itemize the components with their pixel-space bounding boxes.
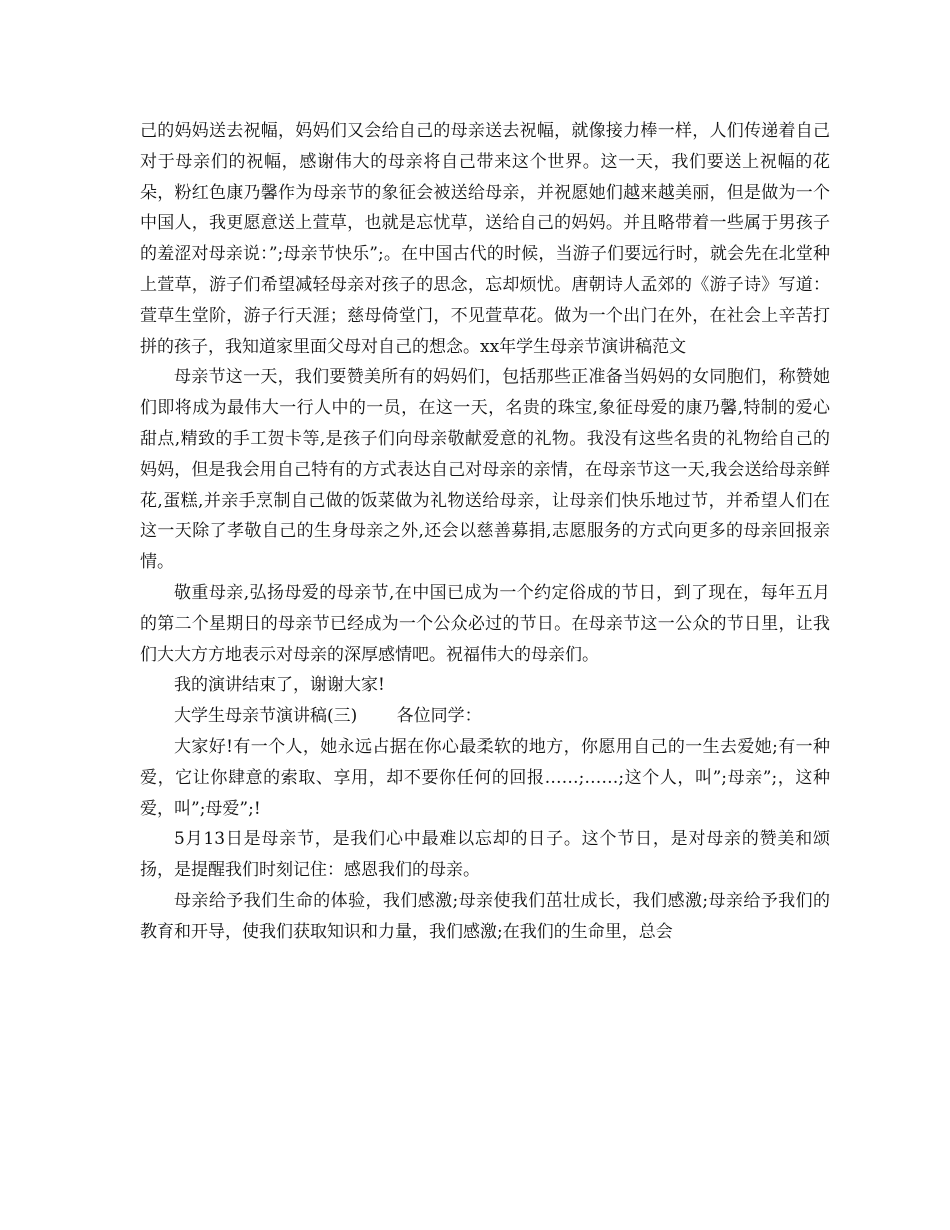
paragraph-8: 母亲给予我们生命的体验，我们感激;母亲使我们茁壮成长，我们感激;母亲给予我们的教育和开导，使我们获取知识和力量，我们感激;在我们的生命里，总会: [140, 890, 830, 942]
paragraph-2: 母亲节这一天，我们要赞美所有的妈妈们，包括那些正准备当妈妈的女同胞们，称赞她们即将成为最伟大一行人中的一员，在这一天，名贵的珠宝,象征母爱的康乃馨,特制的爱心甜点,精致的手工贺卡等,是孩子们向母亲敬献爱意的礼物。我没有这些名贵的礼物给自己的妈妈，但是我会用自己特有的方式表达自己对母亲的亲情，在母亲节这一天,我会送给母亲鲜花,蛋糕,并亲手烹制自己做的饭菜做为礼物送给母亲，让母亲们快乐地过节，并希望人们在这一天除了孝敬自己的生身母亲之外,还会以慈善募捐,志愿服务的方式向更多的母亲回报亲情。: [140, 367, 830, 573]
paragraph-1: 己的妈妈送去祝幅，妈妈们又会给自己的母亲送去祝幅，就像接力棒一样，人们传递着自己对于母亲们的祝幅，感谢伟大的母亲将自己带来这个世界。这一天，我们要送上祝幅的花朵，粉红色康乃馨作为母亲节的象征会被送给母亲，并祝愿她们越来越美丽，但是做为一个中国人，我更愿意送上萱草，也就是忘忧草，送给自己的妈妈。并且略带着一些属于男孩子的羞涩对母亲说：”;母亲节快乐”;。在中国古代的时候，当游子们要远行时，就会先在北堂种上萱草，游子们希望减轻母亲对孩子的思念，忘却烦忧。唐朝诗人孟郊的《游子诗》写道：萱草生堂阶，游子行天涯；慈母倚堂门，不见萱草花。做为一个出门在外，在社会上辛苦打拼的孩子，我知道家里面父母对自己的想念。xx年学生母亲节演讲稿范文: [140, 121, 830, 357]
document-body: [140, 116, 830, 948]
paragraph-3: 敬重母亲,弘扬母爱的母亲节,在中国已成为一个约定俗成的节日，到了现在，每年五月的第二个星期日的母亲节已经成为一个公众必过的节日。在母亲节这一公众的节日里，让我们大大方方地表示对母亲的深厚感情吧。祝福伟大的母亲们。: [140, 582, 830, 665]
paragraph-4: 我的演讲结束了，谢谢大家!: [174, 675, 385, 696]
paragraph-7: 5月13日是母亲节，是我们心中最难以忘却的日子。这个节日，是对母亲的赞美和颂扬，是提醒我们时刻记住：感恩我们的母亲。: [140, 829, 830, 881]
paragraph-6: 大家好!有一个人，她永远占据在你心最柔软的地方，你愿用自己的一生去爱她;有一种爱，它让你肆意的索取、享用，却不要你任何的回报……;……;这个人，叫”;母亲”;，这种爱，叫”;母爱”;!: [140, 736, 830, 819]
section-heading: 大学生母亲节演讲稿(三) 各位同学：: [174, 706, 482, 727]
